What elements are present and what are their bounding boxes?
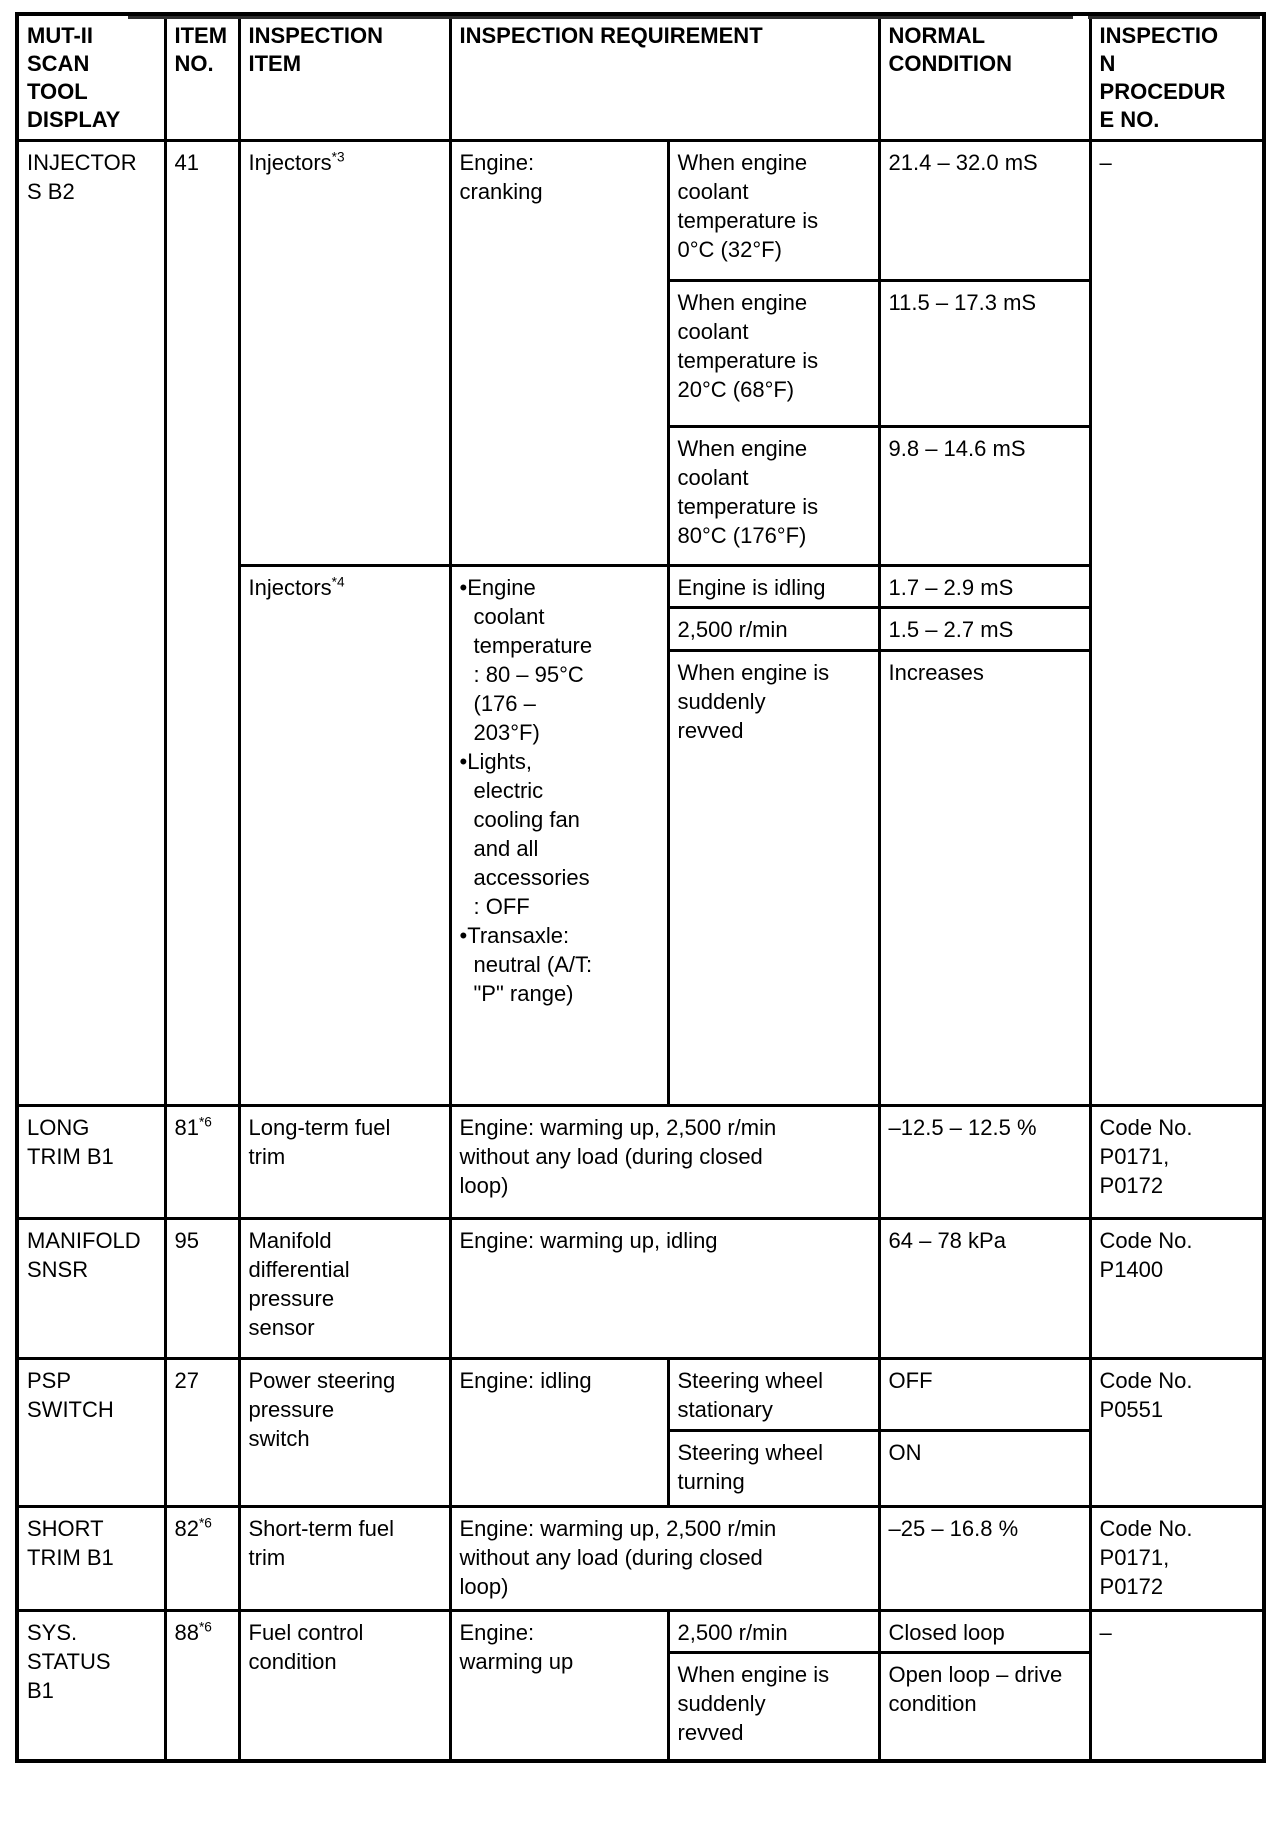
header-inspection-requirement: INSPECTION REQUIREMENT (450, 14, 879, 140)
table-header-row (17, 14, 1264, 140)
header-inspection-item: INSPECTION ITEM (239, 14, 450, 140)
normal-condition-cell: Increases (879, 650, 1090, 1105)
item-no-cell: 41 (165, 140, 239, 1105)
requirement-cell: Engine: warming up, 2,500 r/min without any load (during closed loop) (450, 1105, 879, 1218)
inspection-item-cell (239, 140, 450, 565)
item-no-cell (165, 1105, 239, 1218)
normal-condition-cell: –25 – 16.8 % (879, 1506, 1090, 1610)
inspection-item-cell: Manifold differential pressure sensor (239, 1218, 450, 1358)
header-normal-condition: NORMAL CONDITION (879, 14, 1090, 140)
item-no-cell (165, 1610, 239, 1761)
table-row (17, 1105, 1264, 1218)
requirement-cell: Engine: idling (450, 1358, 668, 1506)
table-row (17, 1506, 1264, 1610)
procedure-no-cell: – (1090, 140, 1264, 1105)
inspection-item-cell: Short-term fuel trim (239, 1506, 450, 1610)
normal-condition-cell: 1.5 – 2.7 mS (879, 607, 1090, 650)
inspection-item-label: Injectors (248, 149, 332, 175)
normal-condition-cell: 11.5 – 17.3 mS (879, 280, 1090, 426)
display-cell: LONG TRIM B1 (17, 1105, 165, 1218)
scan-artifact (1088, 16, 1260, 19)
footnote-marker: *6 (198, 1619, 212, 1635)
table-row (17, 1218, 1264, 1358)
normal-condition-cell: –12.5 – 12.5 % (879, 1105, 1090, 1218)
requirement-cell: Engine: warming up, 2,500 r/min without any load (during closed loop) (450, 1506, 879, 1610)
inspection-item-cell: Long-term fuel trim (239, 1105, 450, 1218)
inspection-item-label: Injectors (248, 574, 332, 600)
display-cell: MANIFOLD SNSR (17, 1218, 165, 1358)
normal-condition-cell: Closed loop (879, 1610, 1090, 1652)
condition-cell: When engine is suddenly revved (668, 1652, 879, 1761)
header-inspection-procedure-no: INSPECTION PROCEDURE NO. (1090, 14, 1264, 140)
inspection-spec-table (15, 12, 1266, 1763)
requirement-bullet: • Lights, electric cooling fan and all accessories : OFF (460, 747, 595, 921)
normal-condition-cell: 64 – 78 kPa (879, 1218, 1090, 1358)
item-no-cell (165, 1506, 239, 1610)
table-row (17, 140, 1264, 280)
footnote-marker: *4 (331, 574, 345, 590)
normal-condition-cell: 1.7 – 2.9 mS (879, 565, 1090, 607)
condition-cell: When engine coolant temperature is 0°C (32°F) (668, 140, 879, 280)
item-no: 81 (174, 1114, 199, 1140)
footnote-marker: *6 (198, 1114, 212, 1130)
footnote-marker: *6 (198, 1515, 212, 1531)
condition-cell: When engine is suddenly revved (668, 650, 879, 1105)
requirement-cell: Engine: warming up, idling (450, 1218, 879, 1358)
normal-condition-cell: ON (879, 1430, 1090, 1506)
normal-condition-cell: Open loop – drive condition (879, 1652, 1090, 1761)
display-cell: SHORT TRIM B1 (17, 1506, 165, 1610)
procedure-no-cell: Code No. P0171, P0172 (1090, 1506, 1264, 1610)
item-no: 88 (174, 1619, 199, 1645)
scan-artifact (128, 16, 1073, 19)
procedure-no-cell: Code No. P0171, P0172 (1090, 1105, 1264, 1218)
inspection-item-cell: Power steering pressure switch (239, 1358, 450, 1506)
header-scan-tool-display: MUT-II SCAN TOOL DISPLAY (17, 14, 165, 140)
condition-cell: When engine coolant temperature is 80°C (176°F) (668, 426, 879, 565)
requirement-cell (450, 565, 668, 1105)
display-cell: INJECTORS B2 (17, 140, 165, 1105)
normal-condition-cell: OFF (879, 1358, 1090, 1430)
condition-cell: 2,500 r/min (668, 607, 879, 650)
procedure-no-cell: Code No. P0551 (1090, 1358, 1264, 1506)
procedure-no-cell: – (1090, 1610, 1264, 1761)
condition-cell: When engine coolant temperature is 20°C (68°F) (668, 280, 879, 426)
condition-cell: 2,500 r/min (668, 1610, 879, 1652)
item-no-cell: 95 (165, 1218, 239, 1358)
condition-cell: Steering wheel turning (668, 1430, 879, 1506)
item-no: 82 (174, 1515, 199, 1541)
condition-cell: Engine is idling (668, 565, 879, 607)
normal-condition-cell: 9.8 – 14.6 mS (879, 426, 1090, 565)
display-cell: PSP SWITCH (17, 1358, 165, 1506)
requirement-cell: Engine: warming up (450, 1610, 668, 1761)
footnote-marker: *3 (331, 149, 345, 165)
table-row (17, 1358, 1264, 1430)
inspection-item-cell: Fuel control condition (239, 1610, 450, 1761)
item-no-cell: 27 (165, 1358, 239, 1506)
requirement-cell: Engine: cranking (450, 140, 668, 565)
table-row (17, 1610, 1264, 1652)
page (0, 12, 1280, 1836)
inspection-item-cell (239, 565, 450, 1105)
header-item-no: ITEM NO. (165, 14, 239, 140)
requirement-bullet: • Engine coolant temperature: 80 – 95°C (176 – 203°F) (460, 573, 595, 747)
normal-condition-cell: 21.4 – 32.0 mS (879, 140, 1090, 280)
requirement-bullet: • Transaxle: neutral (A/T: "P" range) (460, 921, 595, 1008)
display-cell: SYS. STATUS B1 (17, 1610, 165, 1761)
condition-cell: Steering wheel stationary (668, 1358, 879, 1430)
procedure-no-cell: Code No. P1400 (1090, 1218, 1264, 1358)
